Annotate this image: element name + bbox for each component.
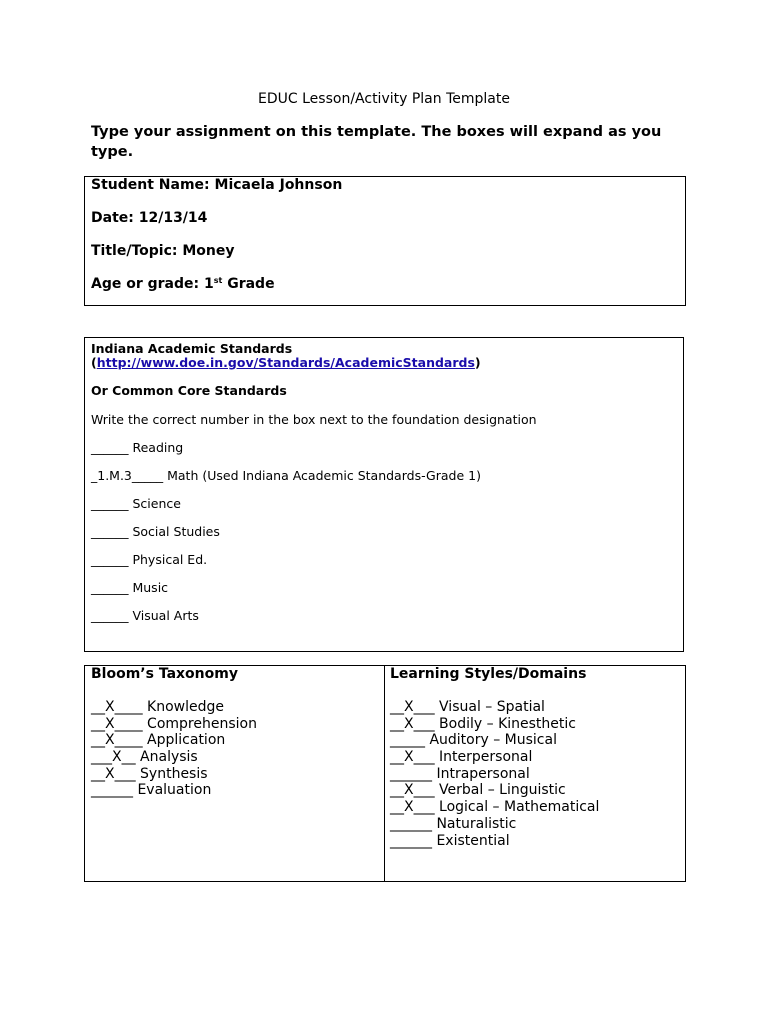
standard-item-reading: ______ Reading bbox=[91, 440, 184, 455]
list-item: __X___ Bodily – Kinesthetic bbox=[390, 715, 576, 732]
age-grade: Age or grade: 1st Grade bbox=[91, 276, 275, 292]
list-item: __X____ Application bbox=[91, 732, 226, 749]
list-item: ______ Intrapersonal bbox=[390, 765, 530, 782]
standards-box[interactable] bbox=[84, 337, 684, 652]
column-divider bbox=[384, 666, 385, 881]
list-item: __X____ Knowledge bbox=[91, 699, 224, 715]
student-name: Student Name: Micaela Johnson bbox=[91, 177, 343, 193]
list-item: _____ Auditory – Musical bbox=[390, 732, 557, 749]
standard-item-physical-ed: ______ Physical Ed. bbox=[91, 552, 208, 567]
standard-item-music: ______ Music bbox=[91, 580, 169, 595]
common-core-heading: Or Common Core Standards bbox=[91, 383, 287, 398]
lesson-topic: Title/Topic: Money bbox=[91, 243, 235, 259]
blooms-list bbox=[91, 699, 257, 799]
blooms-heading: Bloom’s Taxonomy bbox=[91, 666, 238, 682]
standards-link[interactable]: http://www.doe.in.gov/Standards/AcademicStandards bbox=[96, 355, 475, 370]
list-item: __X___ Interpersonal bbox=[390, 749, 533, 766]
standards-directions: Write the correct number in the box next to the foundation designation bbox=[91, 412, 537, 427]
list-item: ______ Existential bbox=[390, 832, 510, 849]
standard-item-science: ______ Science bbox=[91, 496, 181, 511]
learning-styles-list bbox=[390, 699, 599, 849]
standard-item-math: _1.M.3_____ Math (Used Indiana Academic Standards-Grade 1) bbox=[91, 468, 481, 483]
list-item: ______ Naturalistic bbox=[390, 815, 517, 832]
taxonomy-table[interactable] bbox=[84, 665, 686, 882]
list-item: __X____ Comprehension bbox=[91, 715, 257, 732]
list-item: __X___ Logical – Mathematical bbox=[390, 799, 600, 816]
standards-link-line: (http://www.doe.in.gov/Standards/AcademicStandards) bbox=[91, 355, 481, 370]
instructions: Type your assignment on this template. The boxes will expand as you type. bbox=[91, 124, 662, 160]
list-item: ___X__ Analysis bbox=[91, 749, 198, 766]
list-item: __X___ Visual – Spatial bbox=[390, 699, 545, 715]
learning-styles-heading: Learning Styles/Domains bbox=[390, 666, 587, 682]
lesson-date: Date: 12/13/14 bbox=[91, 210, 208, 226]
standard-item-visual-arts: ______ Visual Arts bbox=[91, 608, 199, 623]
list-item: ______ Evaluation bbox=[91, 782, 212, 799]
list-item: __X___ Synthesis bbox=[91, 765, 208, 782]
standards-heading: Indiana Academic Standards bbox=[91, 341, 293, 356]
standard-item-social-studies: ______ Social Studies bbox=[91, 524, 220, 539]
list-item: __X___ Verbal – Linguistic bbox=[390, 782, 566, 799]
document-title: EDUC Lesson/Activity Plan Template bbox=[258, 91, 510, 107]
student-info-box[interactable] bbox=[84, 176, 686, 306]
